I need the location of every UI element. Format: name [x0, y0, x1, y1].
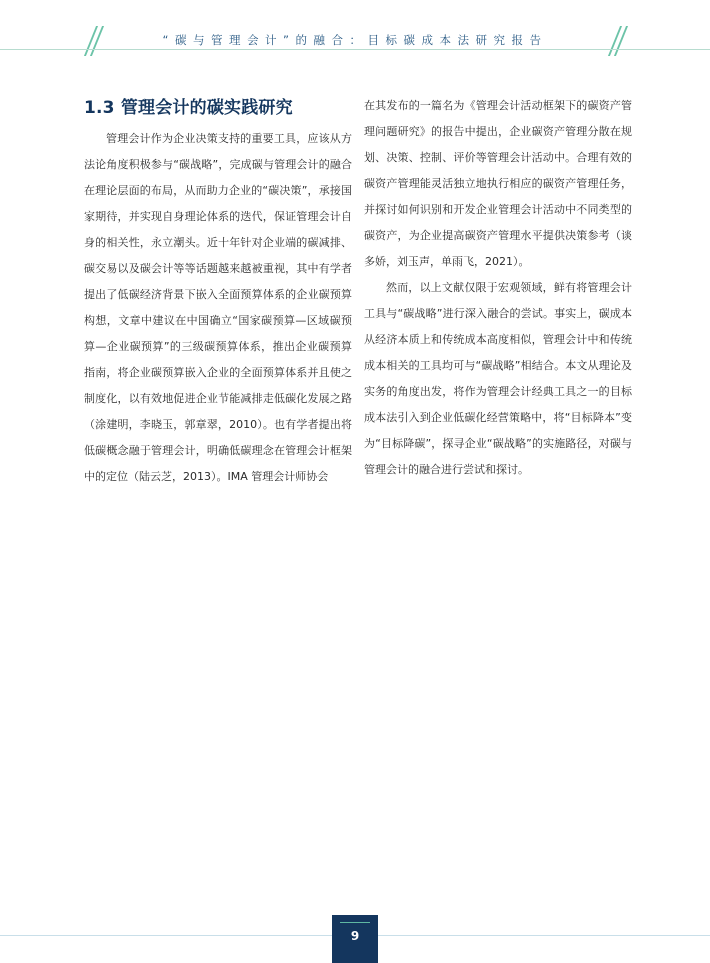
right-column — [364, 93, 632, 483]
body-paragraph-continuation: 在其发布的一篇名为《管理会计活动框架下的碳资产管理问题研究》的报告中提出，企业碳资产管理分散在规划、决策、控制、评价等管理会计活动中。合理有效的碳资产管理能灵活独立地执行相应的碳资产管理任务，并探讨如何识别和开发企业管理会计活动中不同类型的碳资产，为企业提高碳资产管理水平提供决策参考（谈多娇，刘玉声，单雨飞，2021）。 — [364, 99, 632, 268]
page-number-badge — [332, 915, 378, 963]
page-number-rule — [340, 922, 370, 923]
page-number: 9 — [350, 929, 360, 943]
body-paragraph: 管理会计作为企业决策支持的重要工具，应该从方法论角度积极参与“碳战略”，完成碳与管理会计的融合在理论层面的布局，从而助力企业的“碳决策”，承接国家期待，并实现自身理论体系的迭代，保证管理会计自身的相关性，永立潮头。近十年针对企业端的碳减排、碳交易以及碳会计等等话题越来越被重视，其中有学者提出了低碳经济背景下嵌入全面预算体系的企业碳预算构想，文章中建议在中国确立“国家碳预算—区域碳预算—企业碳预算”的三级碳预算体系，推出企业碳预算指南，将企业碳预算嵌入企业的全面预算体系并且使之制度化，以有效地促进企业节能减排走低碳化发展之路（涂建明，李晓玉，郭章翠，2010）。也有学者提出将低碳概念融于管理会计，明确低碳理念在管理会计框架中的定位（陆云芝，2013）。IMA 管理会计师协会 — [84, 132, 352, 483]
body-paragraph: 然而，以上文献仅限于宏观领域，鲜有将管理会计工具与“碳战略”进行深入融合的尝试。事实上，碳成本从经济本质上和传统成本高度相似，管理会计中和传统成本相关的工具均可与“碳战略”相结合。本文从理论及实务的角度出发，将作为管理会计经典工具之一的目标成本法引入到企业低碳化经营策略中，将“目标降本”变为“目标降碳”，探寻企业“碳战略”的实施路径，对碳与管理会计的融合进行尝试和探讨。 — [364, 281, 632, 476]
header-decoration-right — [614, 26, 617, 56]
page-header — [0, 0, 710, 56]
left-column — [84, 96, 352, 490]
header-divider — [0, 49, 710, 50]
header-title: “碳与管理会计”的融合：目标碳成本法研究报告 — [162, 33, 548, 47]
section-title: 1.3 管理会计的碳实践研究 — [84, 98, 293, 118]
